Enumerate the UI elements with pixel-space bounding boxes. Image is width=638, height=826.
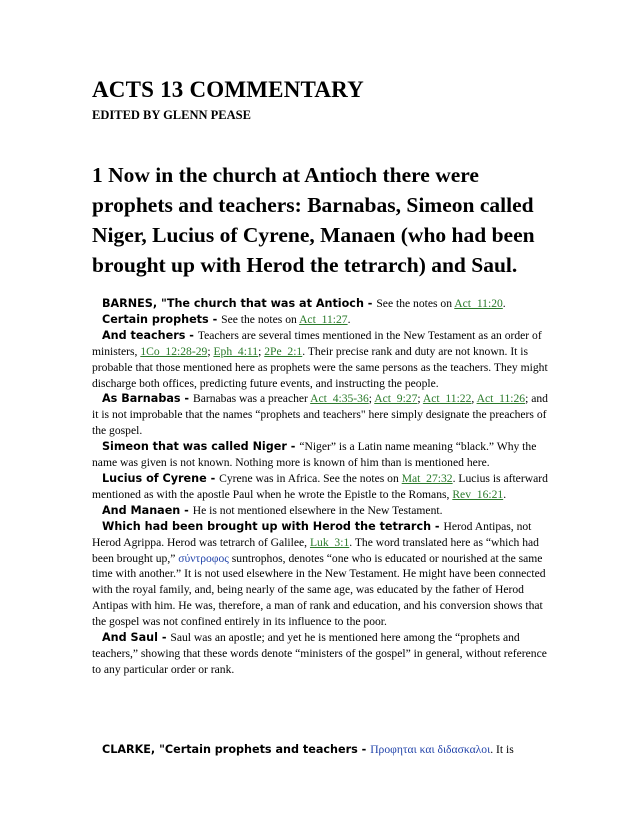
commentary-paragraph [92, 503, 550, 519]
scripture-link[interactable]: Act_11:27 [299, 312, 348, 326]
scripture-link[interactable]: Act_9:27 [374, 392, 418, 406]
paragraph-heading: Certain prophets - [102, 312, 222, 326]
page-title: ACTS 13 COMMENTARY [92, 77, 364, 102]
paragraph-heading: And Saul - [102, 631, 171, 645]
verse-text: 1 Now in the church at Antioch there were prophets and teachers: Barnabas, Simeon called Niger, Lucius of Cyrene, Manaen (who had been brought up with Herod the tetrarch) and Saul. [92, 163, 535, 277]
commentary-paragraph [92, 391, 550, 439]
scripture-link[interactable]: 2Pe_2:1 [264, 344, 303, 358]
paragraph-heading: Which had been brought up with Herod the tetrarch - [102, 519, 444, 533]
paragraph-text: . Lucius is afterward mentioned as with the apostle Paul when he wrote the Epistle to the Romans, [92, 471, 548, 501]
paragraph-text: Herod Antipas, not Herod Agrippa. Herod was tetrarch of Galilee, [92, 519, 532, 549]
commentary-paragraph [92, 328, 550, 392]
paragraph-text: Barnabas was a preacher [192, 392, 311, 406]
paragraph-text: . [503, 487, 507, 501]
paragraph-heading: And teachers - [102, 328, 198, 342]
paragraph-heading: CLARKE, "Certain prophets and teachers - [102, 743, 371, 756]
paragraph-text: . [502, 297, 506, 310]
paragraph-text: See the notes on [221, 312, 300, 326]
paragraph-text: . Their precise rank and duty are not known. It is probable that those mentioned here as prophets were the same persons as the teachers. They might discharge both offices, predicting future events, and instructing the people. [92, 344, 548, 390]
paragraph-text: , [471, 392, 477, 406]
paragraph-text: Saul was an apostle; and yet he is mentioned here among the “prophets and teachers,” showing that these words denote “ministers of the gospel” in general, without reference to any particular order or rank. [92, 631, 547, 676]
commentary-paragraph [92, 630, 550, 678]
scripture-link[interactable]: Act_11:20 [454, 297, 503, 310]
paragraph-heading: Lucius of Cyrene - [102, 471, 220, 485]
paragraph-text: . The word translated here as “which had been brought up,” [92, 535, 539, 565]
scripture-link[interactable]: Mat_27:32 [401, 471, 453, 485]
paragraph-heading: BARNES, "The church that was at Antioch - [102, 297, 377, 310]
paragraph-text: Cyrene was in Africa. See the notes on [219, 471, 402, 485]
scripture-link[interactable]: 1Co_12:28-29 [140, 344, 208, 358]
paragraph-text: ; [207, 344, 214, 358]
commentary-paragraph [92, 296, 550, 312]
greek-word: Προφηται και διδασκαλοι [370, 743, 491, 756]
paragraph-text: Teachers are several times mentioned in the New Testament as an order of ministers, [92, 328, 542, 358]
greek-word: σύντροφος [178, 551, 229, 565]
commentary-paragraph [92, 439, 550, 471]
page-subtitle: EDITED BY GLENN PEASE [92, 108, 251, 122]
paragraph-text: See the notes on [376, 297, 455, 310]
commentary-paragraph [92, 519, 550, 630]
barnes-commentary [92, 296, 550, 678]
paragraph-text: ; [417, 392, 423, 406]
paragraph-text: ; [368, 392, 375, 406]
commentary-paragraph [92, 312, 550, 328]
paragraph-text: . [347, 312, 351, 326]
scripture-link[interactable]: Act_4:35-36 [310, 392, 369, 406]
paragraph-heading: As Barnabas - [102, 392, 193, 406]
paragraph-text: “Niger” is a Latin name meaning “black.” Why the name was given is not known. Nothing more is known of him than is mentioned here. [92, 440, 537, 470]
paragraph-heading: And Manaen - [102, 503, 193, 517]
paragraph-text: He is not mentioned elsewhere in the New Testament. [192, 503, 443, 517]
clarke-commentary [92, 742, 550, 758]
scripture-link[interactable]: Luk_3:1 [309, 535, 350, 549]
paragraph-heading: Simeon that was called Niger - [102, 440, 300, 454]
scripture-link[interactable]: Rev_16:21 [452, 487, 504, 501]
commentary-paragraph [92, 471, 550, 503]
paragraph-text: . It is [490, 743, 514, 756]
scripture-link[interactable]: Eph_4:11 [213, 344, 259, 358]
scripture-link[interactable]: Act_11:26 [476, 392, 526, 406]
paragraph-text: suntrophos, denotes “one who is educated or nourished at the same time with another.” It is not used elsewhere in the New Testament. He might have been connected with the royal family, and, being nearly of the same age, was educated by the father of Herod Antipas with him. He was, therefore, a man of rank and education, and his conversion shows that the gospel was not confined entirely in its influence to the poor. [92, 551, 546, 629]
scripture-link[interactable]: Act_11:22 [422, 392, 472, 406]
paragraph-text: ; [258, 344, 265, 358]
paragraph-text: ; and it is not improbable that the names “prophets and teachers" here simply designate the preachers of the gospel. [92, 392, 548, 438]
